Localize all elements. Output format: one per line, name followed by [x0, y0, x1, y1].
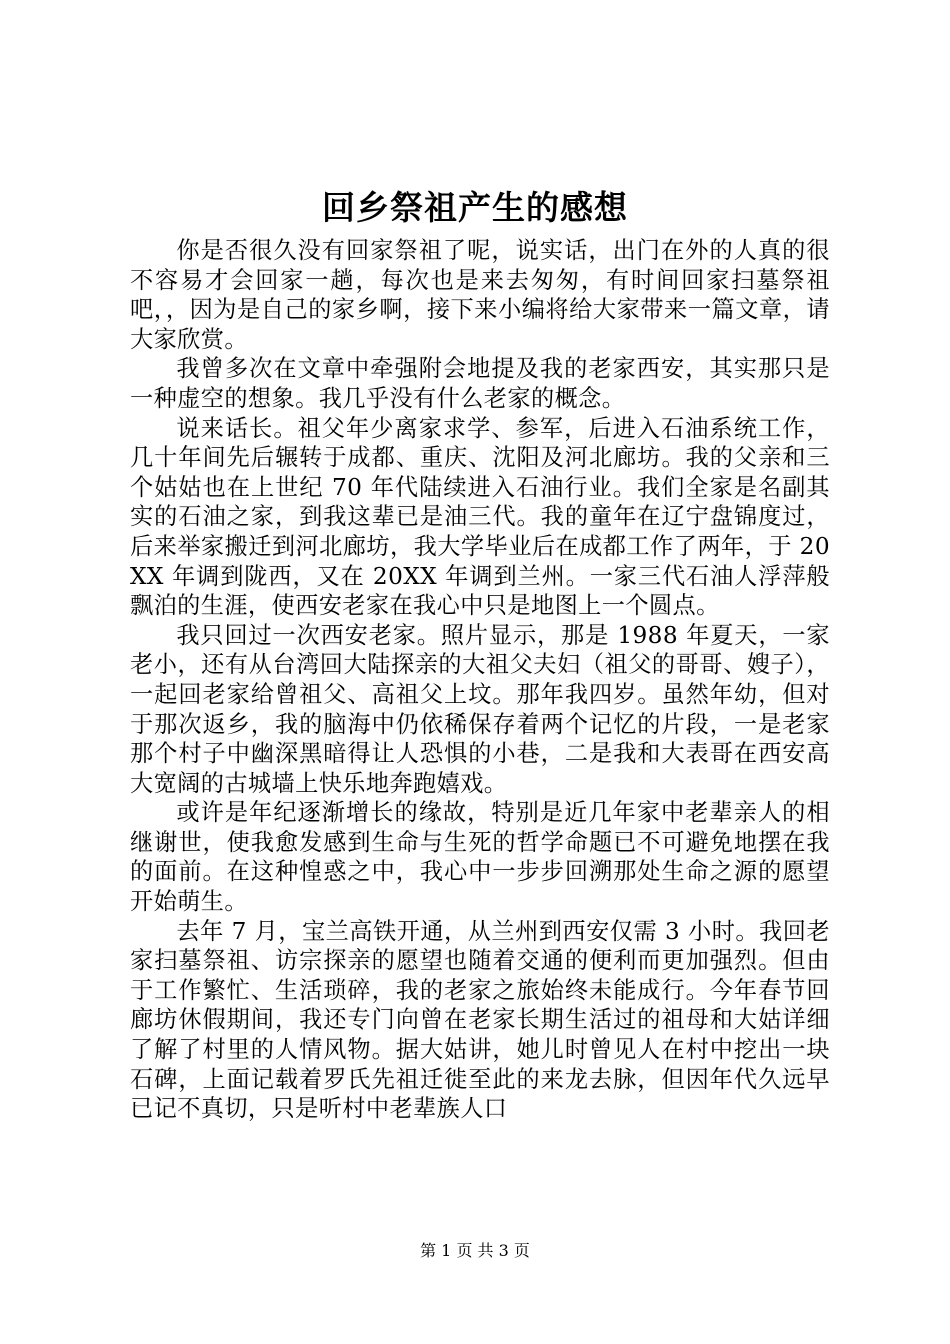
- paragraph: 你是否很久没有回家祭祖了呢，说实话，出门在外的人真的很不容易才会回家一趟，每次也是来去匆匆，有时间回家扫墓祭祖吧，，因为是自己的家乡啊，接下来小编将给大家带来一篇文章，请大家欣赏。: [130, 237, 830, 353]
- paragraph: 我曾多次在文章中牵强附会地提及我的老家西安，其实那只是一种虚空的想象。我几乎没有什么老家的概念。: [130, 355, 830, 412]
- document-body: [130, 236, 830, 1124]
- paragraph: 去年 7 月，宝兰高铁开通，从兰州到西安仅需 3 小时。我回老家扫墓祭祖、访宗探亲的愿望也随着交通的便利而更加强烈。但由于工作繁忙、生活琐碎，我的老家之旅始终未能成行。今年春节回廊坊休假期间，我还专门向曾在老家长期生活过的祖母和大姑详细了解了村里的人情风物。据大姑讲，她儿时曾见人在村中挖出一块石碑，上面记载着罗氏先祖迁徙至此的来龙去脉，但因年代久远早已记不真切，只是听村中老辈族人口: [130, 917, 830, 1123]
- paragraph: 或许是年纪逐渐增长的缘故，特别是近几年家中老辈亲人的相继谢世，使我愈发感到生命与生死的哲学命题已不可避免地摆在我的面前。在这种惶惑之中，我心中一步步回溯那处生命之源的愿望开始萌生。: [130, 799, 830, 916]
- paragraph: 说来话长。祖父年少离家求学、参军，后进入石油系统工作，几十年间先后辗转于成都、重庆、沈阳及河北廊坊。我的父亲和三个姑姑也在上世纪 70 年代陆续进入石油行业。我们全家是名副其实的石油之家，到我这辈已是油三代。我的童年在辽宁盘锦度过，后来举家搬迁到河北廊坊，我大学毕业后在成都工作了两年，于 20XX 年调到陇西，又在 20XX 年调到兰州。一家三代石油人浮萍般飘泊的生涯，使西安老家在我心中只是地图上一个圆点。: [130, 414, 830, 620]
- page-number-footer: 第 1 页 共 3 页: [420, 1241, 530, 1260]
- paragraph: 我只回过一次西安老家。照片显示，那是 1988 年夏天，一家老小，还有从台湾回大陆探亲的大祖父夫妇（祖父的哥哥、嫂子），一起回老家给曾祖父、高祖父上坟。那年我四岁。虽然年幼，但对于那次返乡，我的脑海中仍依稀保存着两个记忆的片段，一是老家那个村子中幽深黑暗得让人恐惧的小巷，二是我和大表哥在西安高大宽阔的古城墙上快乐地奔跑嬉戏。: [130, 621, 830, 797]
- document-title: 回乡祭祖产生的感想: [322, 188, 628, 227]
